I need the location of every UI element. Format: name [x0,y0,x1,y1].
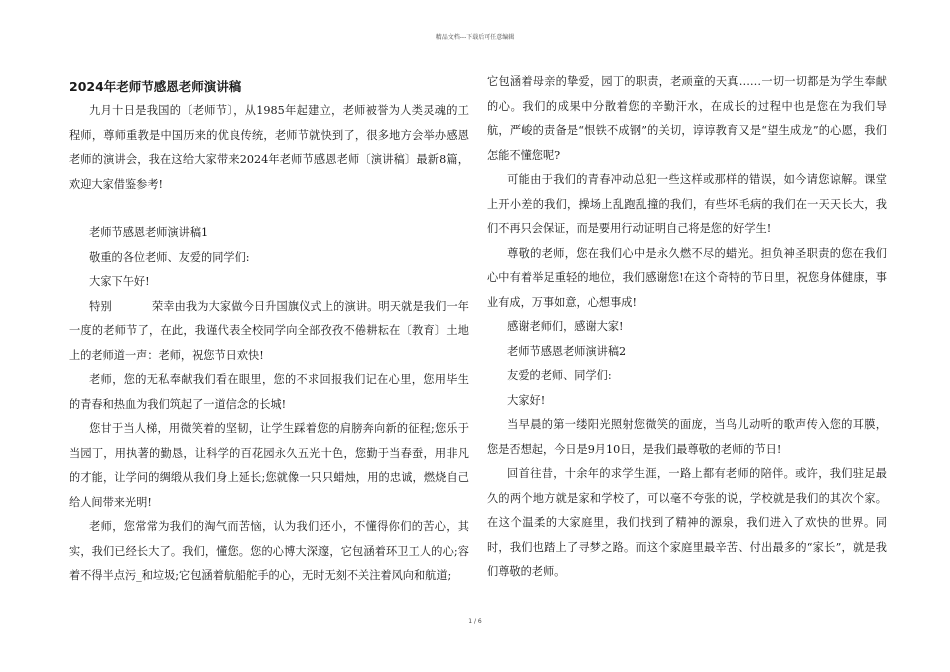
special-word: 特别 [89,299,112,313]
hello-paragraph: 大家好! [507,393,546,407]
selfless-paragraph: 老师，您的无私奉献我们看在眼里，您的不求回报我们记在心里，您用毕生的青春和热血为我们筑起了一道信念的长城! [69,373,469,411]
ladder-paragraph: 您甘于当人梯，用微笑着的坚韧，让学生踩着您的肩膀奔向新的征程;您乐于当园丁，用执著的勤恳，让科学的百花园永久五光十色，您勤于当春蚕，用非凡的才能，让学问的绸缎从我们身上延长;您就像一只只蜡烛，用的忠诚，燃烧自己给人间带来光明! [69,422,469,509]
candle-paragraph: 尊敬的老师，您在我们心中是永久燃不尽的蜡光。担负神圣职责的您在我们心中有着举足重轻的地位，我们感谢您!在这个奇特的节日里，祝您身体健康，事业有成，万事如意，心想事成! [487,246,887,309]
naughty-paragraph: 老师，您常常为我们的淘气而苦恼，认为我们还小，不懂得你们的苦心，其实，我们已经长大了。我们，懂您。您的心博大深邃，它包涵着环卫工人的心;容着不得半点污_和垃圾;它包涵着航船舵手的心，无时无刻不关注着风向和航道; [69,520,469,582]
speech2-heading: 老师节感恩老师演讲稿2 [507,344,627,358]
thanks-paragraph: 感谢老师们，感谢大家! [507,320,624,333]
greeting-paragraph: 敬重的各位老师、友爱的同学们: [89,250,250,264]
honor-text: 荣幸由我为大家做今日升国旗仪式上的演讲。明天就是我们一年一度的老师节了，在此，我谨代表全校同学向全部孜孜不倦耕耘在〔教育〕土地上的老师道一声：老师，祝您节日欢快! [69,299,469,362]
continuation-paragraph: 它包涵着母亲的挚爱，园丁的职责，老顽童的天真……一切一切都是为学生奉献的心。我们的成果中分散着您的辛勤汗水，在成长的过程中也是您在为我们导航，严峻的责备是“恨铁不成钢”的关切，谆谆教育又是“望生成龙”的心愿，我们怎能不懂您呢? [487,75,887,162]
page-number: 1 / 6 [468,618,482,625]
speech1-heading: 老师节感恩老师演讲稿1 [89,226,209,239]
left-column [69,80,469,589]
document-title: 2024年老师节感恩老师演讲稿 [69,79,242,94]
youth-paragraph: 可能由于我们的青春冲动总犯一些这样或那样的错误，如今请您谅解。课堂上开小差的我们，操场上乱跑乱撞的我们，有些坏毛病的我们在一天天长大，我们不再只会保证，而是要用行动证明自己将是您的好学生! [487,173,887,235]
intro-paragraph: 九月十日是我国的〔老师节〕，从1985年起建立，老师被誉为人类灵魂的工程师，尊师重教是中国历来的优良传统，老师节就快到了，很多地方会举办感恩老师的演讲会，我在这给大家带来2024年老师节感恩老师〔演讲稿〕最新8篇，欢迎大家借鉴参考! [69,104,469,191]
looking-back-paragraph: 回首往昔，十余年的求学生涯，一路上都有老师的陪伴。或许，我们驻足最久的两个地方就是家和学校了，可以毫不夸张的说，学校就是我们的其次个家。在这个温柔的大家庭里，我们找到了精神的源泉，我们进入了欢快的世界。同时，我们也踏上了寻梦之路。而这个家庭里最辛苦、付出最多的“家长”，就是我们尊敬的老师。 [487,467,887,578]
page-header: 精品文档---下载后可任意编辑 [435,34,515,41]
greeting2-paragraph: 友爱的老师、同学们: [507,369,612,382]
good-afternoon-paragraph: 大家下午好! [89,275,150,288]
morning-paragraph: 当早晨的第一缕阳光照射您微笑的面庞，当鸟儿动听的歌声传入您的耳膜，您是否想起，今日是9月10日，是我们最尊敬的老师的节日! [487,418,887,456]
honor-paragraph [69,295,469,369]
spacer [69,197,469,221]
right-column [487,70,887,585]
